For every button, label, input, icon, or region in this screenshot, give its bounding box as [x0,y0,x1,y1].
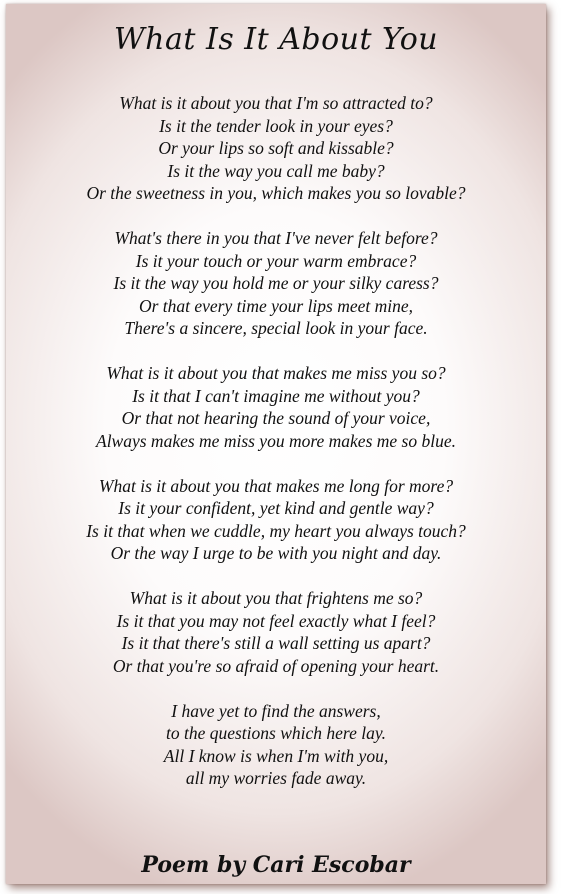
stanza [6,92,546,205]
stanza [6,587,546,677]
poem-line: Always makes me miss you more makes me so blue. [96,430,456,451]
poem-title: What Is It About You [113,22,439,57]
poem-line: Or that you're so afraid of opening your heart. [112,655,440,676]
stanza [6,227,546,340]
poem-credit: Poem by Cari Escobar [141,852,411,878]
poem-line: Is it that you may not feel exactly what I feel? [116,610,436,631]
poem-line: Is it the way you call me baby? [167,160,385,181]
poem-line: Or that not hearing the sound of your voice, [121,408,431,428]
poem-line: All I know is when I'm with you, [163,745,389,766]
stanza [6,362,546,452]
poem-line: Is it your confident, yet kind and gentle way? [118,498,434,518]
poem-line: Or that every time your lips meet mine, [138,295,414,316]
poem-line: all my worries fade away. [185,768,367,788]
poem-line: to the questions which here lay. [165,723,386,743]
poem-line: There's a sincere, special look in your face. [124,318,428,338]
poem-line: What is it about you that makes me long for more? [98,475,454,496]
poem-card [6,4,546,884]
stanza [6,700,546,790]
poem-line: Is it that there's still a wall setting us apart? [121,633,431,653]
stanza [6,475,546,565]
poem-line: What is it about you that makes me miss you so? [106,363,446,383]
poem-line: What is it about you that I'm so attracted to? [119,93,433,113]
poem-line: Is it the tender look in your eyes? [159,115,393,136]
poem-line: I have yet to find the answers, [171,700,381,721]
poem-line: Is it that I can't imagine me without you? [132,385,420,406]
poem-body [6,92,546,812]
poem-line: Is it the way you hold me or your silky caress? [113,273,439,293]
poem-line: What's there in you that I've never felt before? [114,228,438,248]
poem-line: Is it that when we cuddle, my heart you always touch? [86,520,466,541]
poem-line: Or the way I urge to be with you night and day. [110,543,442,563]
poem-line: Or the sweetness in you, which makes you so lovable? [86,183,466,203]
poem-line: What is it about you that frightens me so? [129,588,423,608]
poem-line: Is it your touch or your warm embrace? [135,250,417,271]
poem-line: Or your lips so soft and kissable? [158,138,394,158]
